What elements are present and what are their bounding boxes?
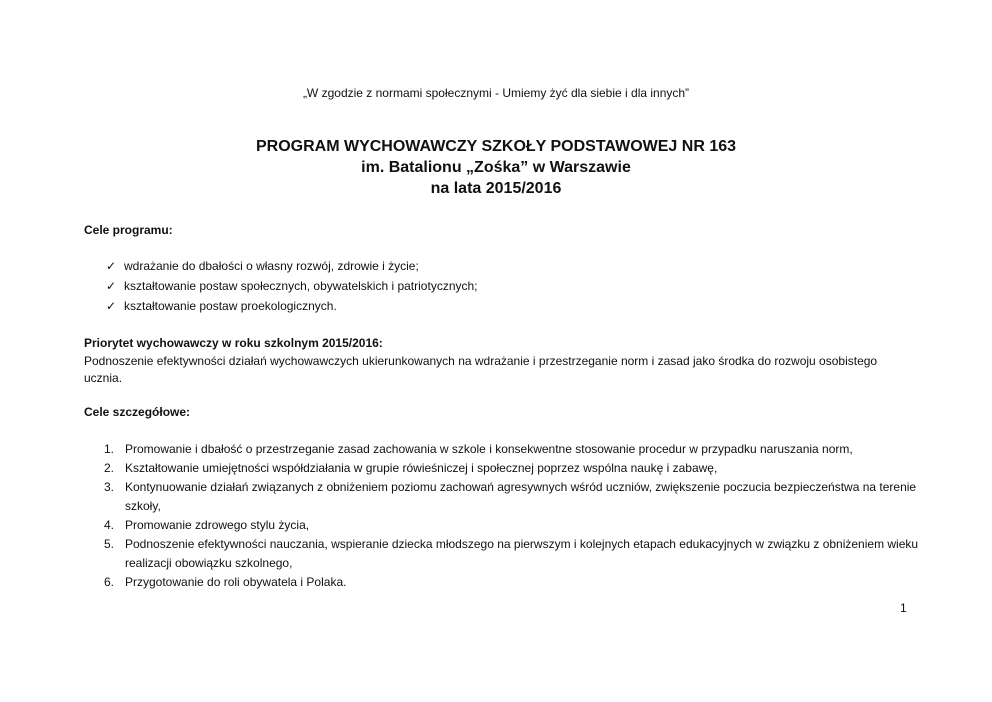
title-line-1: PROGRAM WYCHOWAWCZY SZKOŁY PODSTAWOWEJ NR 163	[255, 138, 737, 155]
priority-heading: Priorytet wychowawczy w roku szkolnym 2015/2016:	[84, 336, 383, 350]
list-item-text: kształtowanie postaw proekologicznych.	[124, 299, 337, 313]
list-item-text: Promowanie zdrowego stylu życia,	[125, 518, 310, 532]
list-item-text: kształtowanie postaw społecznych, obywatelskich i patriotycznych;	[124, 279, 478, 293]
priority-text: Podnoszenie efektywności działań wychowawczych ukierunkowanych na wdrażanie i przestrzeganie norm i zasad jako środka do rozwoju osobistego ucznia.	[84, 354, 878, 385]
page-number: 1	[900, 601, 907, 615]
list-number: 4.	[104, 518, 115, 532]
checkmark-icon: ✓	[106, 279, 117, 293]
list-number: 6.	[104, 575, 115, 589]
list-item	[84, 440, 924, 459]
checkmark-icon: ✓	[106, 299, 117, 313]
goals-list	[106, 256, 478, 316]
list-item	[84, 573, 924, 592]
list-number: 5.	[104, 537, 115, 551]
document-title	[0, 136, 992, 199]
list-item	[84, 516, 924, 535]
list-item-text: Kształtowanie umiejętności współdziałania w grupie rówieśniczej i społecznej poprzez wspólna naukę i zabawę,	[125, 461, 718, 475]
title-line-3: na lata 2015/2016	[430, 180, 562, 197]
list-item	[106, 276, 478, 296]
list-item	[106, 256, 478, 276]
checkmark-icon: ✓	[106, 259, 117, 273]
detailed-goals-list	[84, 440, 924, 592]
list-number: 3.	[104, 480, 115, 494]
title-line-2: im. Batalionu „Zośka” w Warszawie	[361, 159, 631, 176]
list-item-text: Kontynuowanie działań związanych z obniżeniem poziomu zachowań agresywnych wśród uczniów, zwiększenie poczucia bezpieczeństwa na terenie szkoły,	[125, 480, 917, 513]
list-item-text: Promowanie i dbałość o przestrzeganie zasad zachowania w szkole i konsekwentne stosowanie procedur w przypadku naruszania norm,	[125, 442, 853, 456]
goals-heading: Cele programu:	[84, 223, 173, 237]
list-item	[84, 535, 924, 573]
motto: „W zgodzie z normami społecznymi - Umiemy żyć dla siebie i dla innych”	[302, 86, 690, 100]
list-item-text: Podnoszenie efektywności nauczania, wspieranie dziecka młodszego na pierwszym i kolejnych etapach edukacyjnych w związku z obniżeniem wieku realizacji obowiązku szkolnego,	[125, 537, 919, 570]
list-item-text: Przygotowanie do roli obywatela i Polaka.	[125, 575, 347, 589]
list-item-text: wdrażanie do dbałości o własny rozwój, zdrowie i życie;	[124, 259, 419, 273]
detailed-goals-heading: Cele szczegółowe:	[84, 405, 191, 419]
list-number: 1.	[104, 442, 115, 456]
list-item	[84, 478, 924, 516]
list-number: 2.	[104, 461, 115, 475]
list-item	[84, 459, 924, 478]
list-item	[106, 296, 478, 316]
